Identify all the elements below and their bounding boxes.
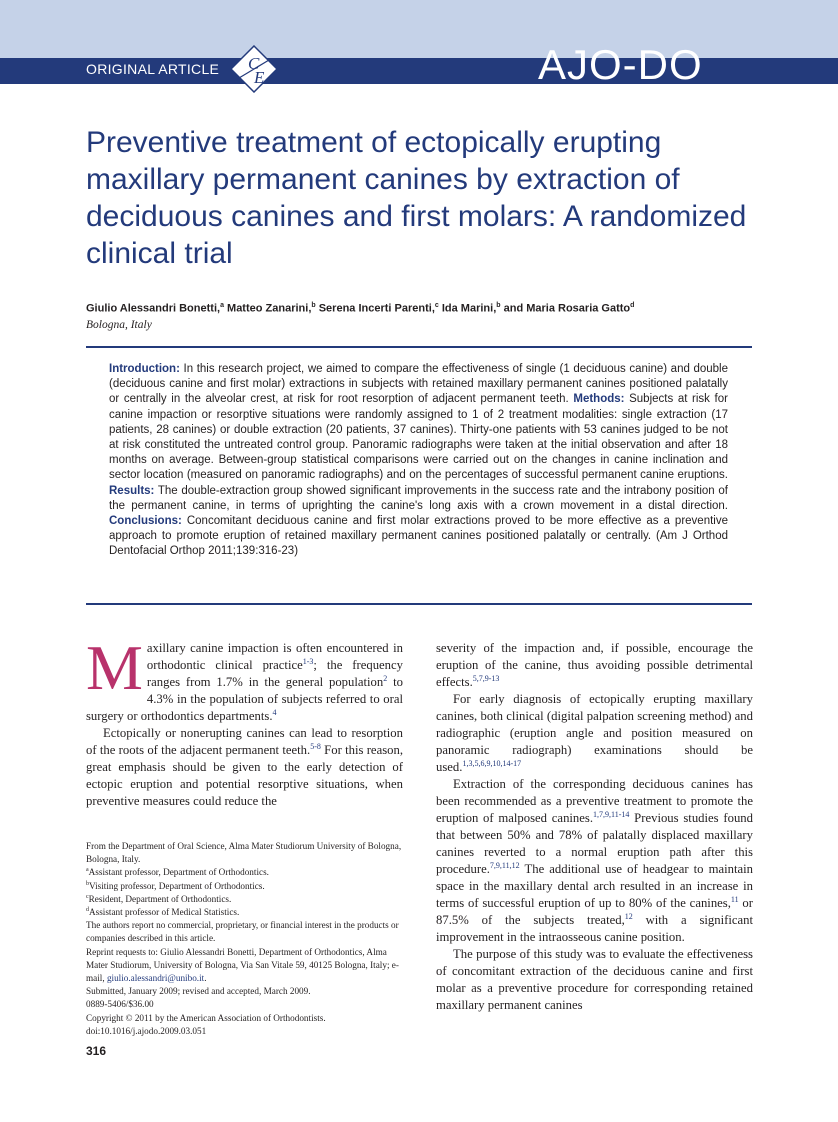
footnote-author-b	[86, 880, 404, 893]
ce-badge-letter-top: C	[248, 54, 260, 73]
author-name: Serena Incerti Parenti,	[318, 302, 435, 315]
footnote-text: .	[204, 973, 207, 984]
reference-link[interactable]: 4	[272, 707, 277, 717]
paragraph-text: axillary canine impaction is often encountered in orthodontic clinical practice	[146, 641, 403, 672]
paragraph-text: to 4.3% in the population of subjects referred to oral surgery or orthodontics departments.	[86, 675, 403, 723]
footnote-reprint	[86, 946, 404, 986]
journal-logo: AJO-DO	[538, 41, 703, 88]
reference-link[interactable]: 5,7,9-13	[472, 673, 500, 683]
reference-link[interactable]: 2	[383, 673, 388, 683]
abstract-conclusions-label: Conclusions:	[109, 515, 182, 528]
author-list	[86, 302, 786, 315]
footnote-text: Reprint requests to: Giulio Alessandri Bonetti, Department of Orthodontics, Alma Mater Studiorum, University of Bologna, Via San Vitale 59, 40125 Bologna, Italy; e-mail,	[86, 946, 399, 984]
paragraph-text: Previous studies found that between 50% and 78% of palatally displaced maxillary canines reverted to a normal eruption path after this procedure.	[436, 811, 753, 876]
body-column-left	[86, 632, 403, 810]
footnote-price: 0889-5406/$36.00	[86, 999, 154, 1010]
paragraph-text: or 87.5% of the subjects treated,	[436, 896, 753, 927]
author-affiliation-mark: d	[630, 302, 635, 309]
abstract-results-label: Results:	[109, 484, 155, 497]
author-location: Bologna, Italy	[86, 319, 152, 331]
paragraph-text: Ectopically or nonerupting canines can lead to resorption of the roots of the adjacent permanent teeth.	[86, 726, 403, 757]
footnote-author-a	[86, 866, 404, 879]
footnote-conflict: The authors report no commercial, proprietary, or financial interest in the products or companies described in this article.	[86, 920, 399, 944]
footnote-copyright: Copyright © 2011 by the American Association of Orthodontists.	[86, 1012, 326, 1023]
footnote-mark: b	[86, 880, 89, 887]
body-paragraph	[436, 640, 753, 691]
abstract	[109, 362, 728, 560]
reference-link[interactable]: 12	[624, 911, 633, 921]
paragraph-text: The additional use of headgear to maintain space in the maxillary dental arch resulted in an increase in terms of successful eruption of up to 80% of the canines,	[436, 862, 753, 910]
author-name: Giulio Alessandri Bonetti,	[86, 302, 221, 315]
body-paragraph	[436, 691, 753, 776]
footnote-author-c	[86, 893, 404, 906]
page-number: 316	[86, 1044, 107, 1058]
section-label: ORIGINAL ARTICLE	[86, 61, 220, 77]
reference-link[interactable]: 5-8	[310, 741, 321, 751]
footnote-author-d	[86, 906, 404, 919]
footnote-text: Assistant professor of Medical Statistics.	[89, 907, 240, 918]
header-band-light	[0, 0, 838, 58]
reference-link[interactable]: 1,7,9,11-14	[593, 809, 630, 819]
author-name: Matteo Zanarini,	[227, 302, 312, 315]
abstract-methods-label: Methods:	[573, 393, 625, 406]
footnote-text: Visiting professor, Department of Orthodontics.	[89, 880, 265, 891]
abstract-introduction-text: In this research project, we aimed to compare the effectiveness of single (1 deciduous canine) and double (deciduous canine and first molar) extractions in subjects with retained maxillary permanent canines positioned palatally or centrally in the alveolar crest, at risk for root resorption of adjacent permanent teeth.	[109, 363, 729, 406]
ce-badge-letter-bottom: E	[254, 68, 265, 87]
drop-cap: M	[86, 632, 143, 703]
paragraph-text: For this reason, great emphasis should be given to the early detection of ectopic eruption and potential resorptive situations, when preventive measures could reduce the	[86, 743, 403, 808]
reference-link[interactable]: 1-3	[302, 656, 314, 666]
paragraph-text: ; the frequency ranges from 1.7% in the general population	[146, 658, 403, 689]
article-title	[86, 124, 786, 272]
reference-link[interactable]: 1,3,5,6,9,10,14-17	[462, 758, 522, 768]
abstract-results-text: The double-extraction group showed significant improvements in the success rate and the intrabony position of the permanent canine, in terms of uprighting the canine's long axis with a crown movement in a distal direction.	[109, 484, 728, 512]
title-line: clinical trial	[86, 237, 233, 270]
abstract-methods-text: Subjects at risk for canine impaction or resorptive situations were randomly assigned to 1 of 2 treatment modalities: single extraction (17 patients, 28 canines) or double extraction (20 patients, 37 canines). Thirty-one patients with 53 canines judged to be not at risk constituted the untreated control group. Panoramic radiographs were taken at the initial observation and after 18 months on average. Between-group statistical comparisons were carried out on the changes in canine inclination and sector location (measured on panoramic radiographs) and on the percentages of successful permanent canine eruptions.	[109, 393, 728, 482]
title-line: maxillary permanent canines by extraction of	[86, 163, 680, 196]
body-paragraph	[86, 725, 403, 810]
paragraph-text: Extraction of the corresponding deciduous canines has been recommended as a preventive treatment to promote the eruption of malposed canines.	[436, 777, 753, 825]
abstract-conclusions-text: Concomitant deciduous canine and first molar extractions proved to be more effective as a preventive approach to promote eruption of retained maxillary permanent canines positioned palatally or centrally. (Am J Orthod Dentofacial Orthop 2011;139:316-23)	[109, 515, 728, 558]
paragraph-text: with a significant improvement in the intraosseous canine position.	[436, 913, 753, 944]
footnote-doi[interactable]: doi:10.1016/j.ajodo.2009.03.051	[86, 1025, 207, 1036]
footnote-mark: a	[86, 867, 89, 874]
body-column-right	[436, 640, 753, 1014]
author-affiliation-mark: b	[311, 302, 316, 309]
reference-link[interactable]: 11	[730, 894, 739, 904]
footnote-mark: d	[86, 906, 89, 913]
footnote-text: Resident, Department of Orthodontics.	[88, 893, 232, 904]
footnote-text: Assistant professor, Department of Orthodontics.	[88, 867, 269, 878]
paragraph-text: severity of the impaction and, if possible, encourage the eruption of the canine, thus avoiding possible detrimental effects.	[436, 641, 753, 689]
author-affiliation-mark: a	[220, 302, 224, 309]
footnote-submitted: Submitted, January 2009; revised and accepted, March 2009.	[86, 986, 311, 997]
body-paragraph	[86, 632, 403, 725]
author-name: Ida Marini,	[441, 302, 497, 315]
abstract-top-rule	[86, 346, 752, 348]
paragraph-text: For early diagnosis of ectopically erupting maxillary canines, both clinical (digital palpation screening method) and radiographic (eruption angle and position measured on panoramic radiograph) examinations should be used.	[436, 692, 753, 774]
author-affiliation-mark: b	[496, 302, 501, 309]
body-paragraph	[436, 776, 753, 946]
ce-credit-icon	[230, 45, 278, 93]
body-paragraph	[436, 946, 753, 1014]
author-affiliation-mark: c	[434, 302, 439, 309]
paragraph-text: The purpose of this study was to evaluate the effectiveness of concomitant extraction of the deciduous canine and first molar as a preventive procedure for corresponding retained maxillary permanent canines	[436, 947, 753, 1012]
title-line: Preventive treatment of ectopically erupting	[86, 126, 662, 159]
reference-link[interactable]: 7,9,11,12	[489, 860, 520, 870]
footnote-mark: c	[86, 893, 89, 900]
abstract-introduction-label: Introduction:	[109, 363, 180, 375]
email-link[interactable]: giulio.alessandri@unibo.it	[106, 973, 205, 984]
footnotes	[86, 840, 404, 1038]
footnote-department: From the Department of Oral Science, Alma Mater Studiorum University of Bologna, Bologna, Italy.	[86, 841, 402, 865]
title-line: deciduous canines and first molars: A randomized	[86, 200, 747, 233]
author-name: and Maria Rosaria Gatto	[503, 302, 631, 315]
abstract-bottom-rule	[86, 603, 752, 605]
